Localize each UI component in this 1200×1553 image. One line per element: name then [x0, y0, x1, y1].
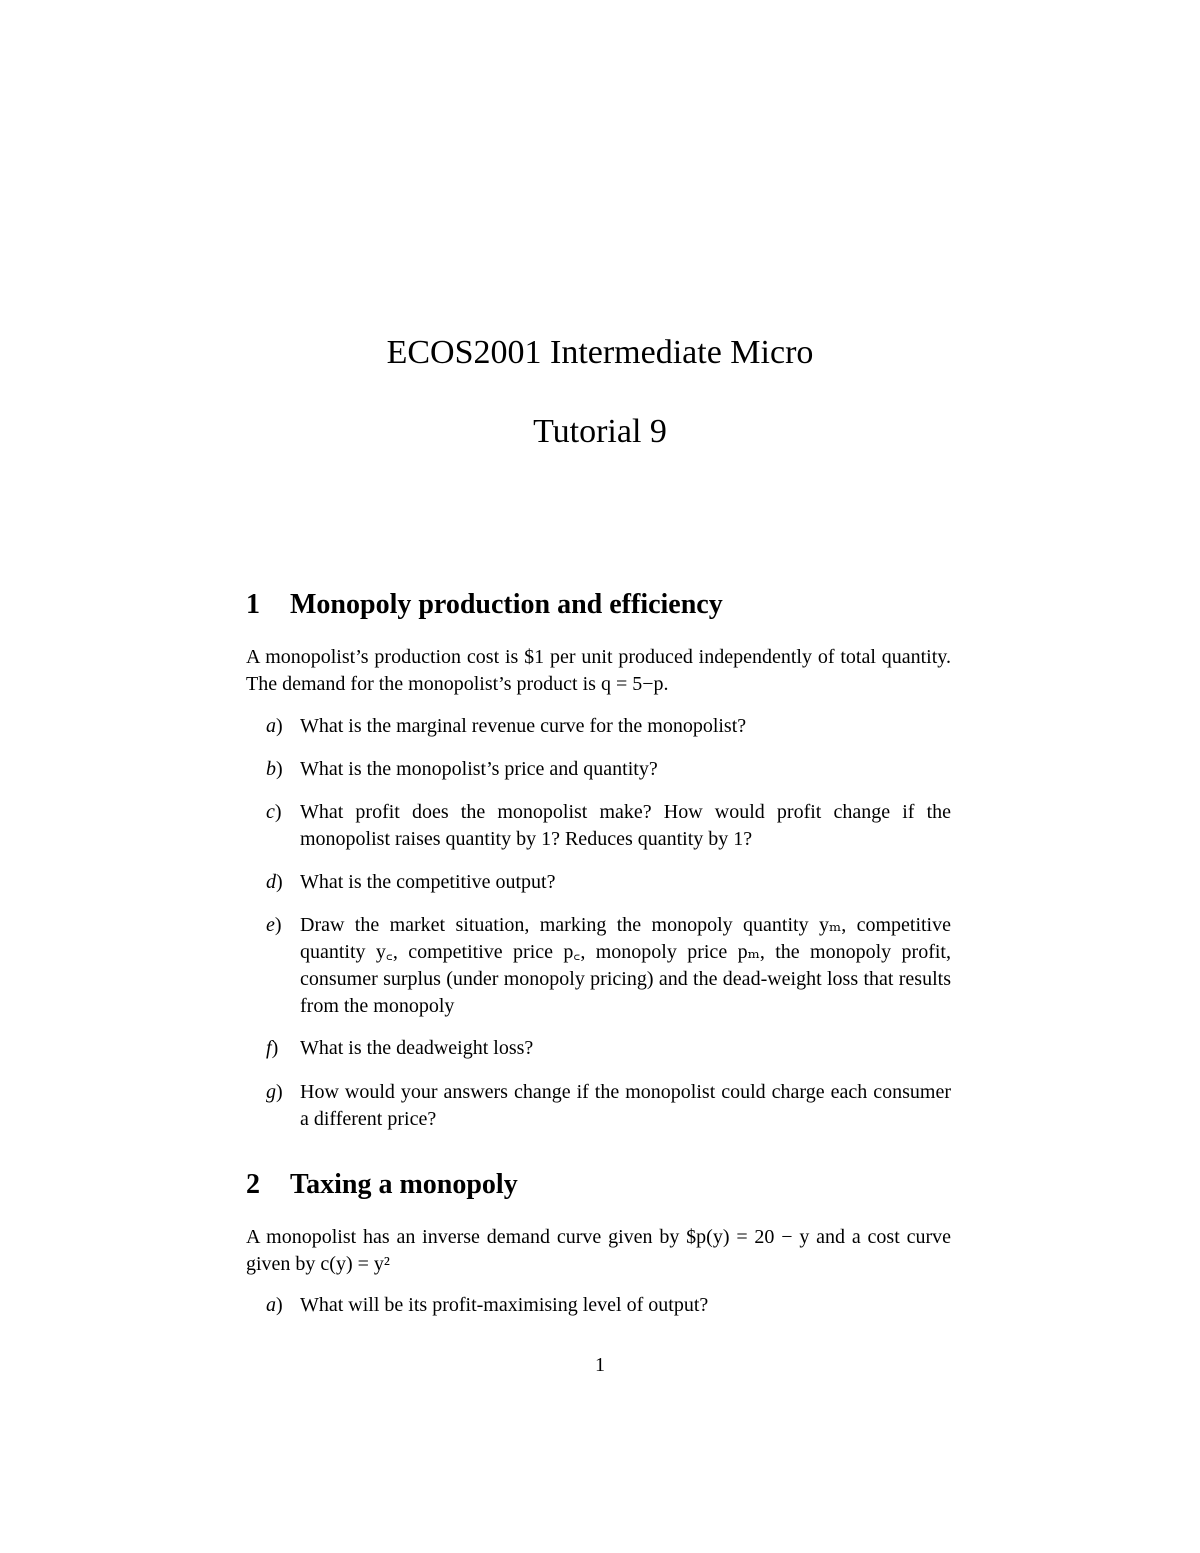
question-text: Draw the market situation, marking the monopoly quantity yₘ, competitive quantity y꜀, competitive price p꜀, monopoly price pₘ, the monopoly profit, consumer surplus (under monopoly pricing) and the dead-weight loss that results from the monopoly [300, 914, 951, 1017]
question-marker: d) [266, 871, 283, 893]
section-1-intro: A monopolist’s production cost is $1 per unit produced independently of total quantity. The demand for the monopolist’s product is q = 5−p. [246, 646, 951, 695]
question-marker: g) [266, 1081, 283, 1103]
question-text: What will be its profit-maximising level of output? [300, 1294, 709, 1316]
question-text: What is the deadweight loss? [300, 1037, 534, 1059]
page-number: 1 [595, 1354, 605, 1376]
question-marker: a) [266, 1294, 283, 1316]
question-text: How would your answers change if the monopolist could charge each consumer a different price? [300, 1081, 951, 1130]
question-text: What is the competitive output? [300, 871, 556, 893]
section-1-number: 1 [246, 589, 260, 620]
document-title: ECOS2001 Intermediate Micro [386, 334, 814, 371]
question-marker: c) [266, 801, 282, 823]
question-marker: f) [266, 1037, 279, 1059]
question-text: What is the monopolist’s price and quantity? [300, 758, 658, 780]
question-text: What is the marginal revenue curve for the monopolist? [300, 715, 747, 737]
section-2-number: 2 [246, 1169, 260, 1200]
question-marker: b) [266, 758, 283, 780]
section-2-title: Taxing a monopoly [290, 1169, 518, 1200]
section-1-title: Monopoly production and efficiency [290, 589, 723, 620]
question-marker: e) [266, 914, 282, 936]
section-2-intro: A monopolist has an inverse demand curve given by $p(y) = 20 − y and a cost curve given by c(y) = y² [246, 1226, 951, 1275]
question-marker: a) [266, 715, 283, 737]
question-text: What profit does the monopolist make? How would profit change if the monopolist raises quantity by 1? Reduces quantity by 1? [300, 801, 951, 850]
section-1-heading [246, 588, 723, 622]
document-subtitle: Tutorial 9 [533, 413, 667, 450]
section-2-heading [246, 1168, 518, 1202]
